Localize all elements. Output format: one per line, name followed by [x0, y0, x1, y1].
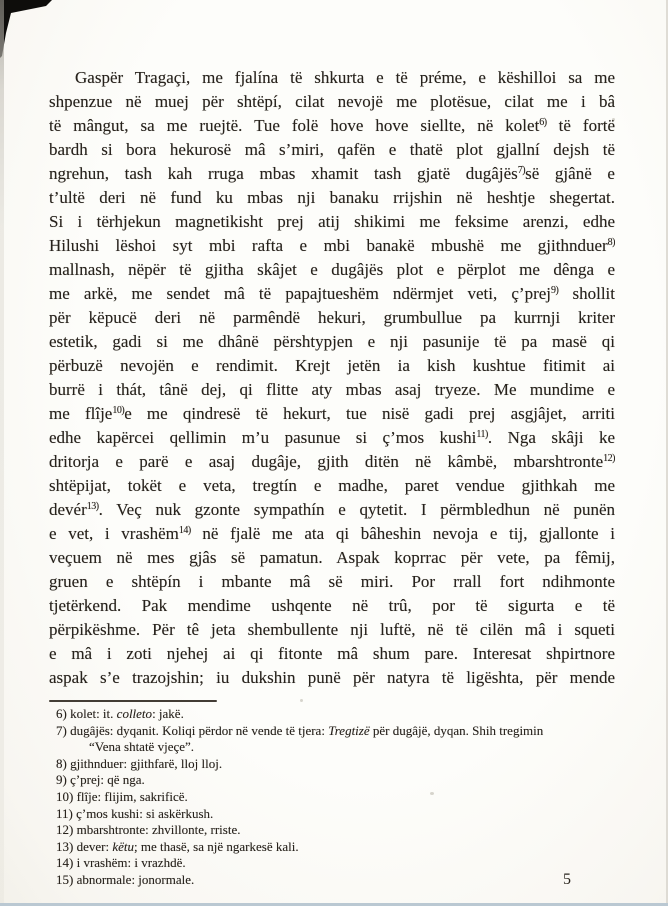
- body-text-line: Si i tërhjekun magnetikisht prej atij shikimi me feksime arenzi, edhe: [49, 212, 615, 231]
- body-text-line: me flîje$^{10)}$e me qindresë të hekurt, tue nisë gadi prej asgjâjet, arriti: [49, 404, 615, 423]
- footnote-line: 7) dugâjës: dyqanit. Koliqi përdor në vende të tjera: Tregtizë për dugâjë, dyqan. Shih tregimin: [56, 722, 544, 738]
- body-text-line: e vet, i vrashëm$^{14)}$ në fjalë me ata qi bâheshin nevoja e tij, gjallonte i: [49, 524, 615, 543]
- body-text-line: veçuem në mes gjâs së pamatun. Aspak koprrac për vete, pa fêmij,: [49, 548, 615, 567]
- footnote-line: 13) dever: këtu; me thasë, sa një ngarkesë kali.: [56, 838, 299, 854]
- body-text-line: të mângut, sa me ruejtë. Tue folë hove hove siellte, në kolet$^{6)}$ të fortë: [49, 116, 615, 135]
- footnote-line: “Vena shtatë vjeçe”.: [89, 739, 195, 755]
- body-text-line: Gaspër Tragaçi, me fjalína të shkurta e të préme, e këshilloi sa me: [75, 68, 615, 87]
- footnote-separator: [49, 700, 217, 702]
- body-text-line: përbuzë nevojën e rendimit. Krejt jetën ia kish kushtue fitimit ai: [49, 356, 615, 375]
- scan-corner-artifact: [0, 0, 56, 60]
- body-text-line: burrë i thát, tânë dej, qi flitte aty mbas asaj tryeze. Me mundime e: [49, 380, 615, 399]
- body-text: [49, 66, 615, 690]
- footnote-line: 12) mbarshtronte: zhvillonte, rriste.: [56, 822, 241, 838]
- footnotes: [56, 706, 644, 889]
- body-text-line: ngrehun, tash kah rruga mbas xhamit tash gjatë dugâjës$^{7)}$së gjânë e: [49, 164, 615, 183]
- body-text-line: mallnash, nëpër të gjitha skâjet e dugâjës plot e përplot me dênga e: [49, 260, 615, 279]
- body-text-line: tjetërkend. Pak mendime ushqente në trû, por të sigurta e të: [49, 596, 615, 615]
- body-text-line: devér$^{13)}$. Veç nuk gzonte sympathín e qytetit. I përmbledhun në punën: [49, 500, 615, 519]
- footnote-line: 9) ç’prej: që nga.: [56, 772, 145, 788]
- body-text-line: shpenzue në muej për shtëpí, cilat nevojë me plotësue, cilat me i bâ: [49, 92, 615, 111]
- footnote-line: 11) ç’mos kushi: si askërkush.: [56, 805, 214, 821]
- footnote-line: 14) i vrashëm: i vrazhdë.: [56, 855, 186, 871]
- scan-left-edge: [0, 0, 4, 906]
- body-text-line: gruen e shtëpín i mbante mâ së miri. Por rrall fort ndihmonte: [49, 572, 615, 591]
- body-text-line: edhe kapërcei qellimin m’u pasunue si ç’mos kushi$^{11)}$. Nga skâji ke: [49, 428, 615, 447]
- body-text-line: dritorja e parë e asaj dugâje, gjith ditën në kâmbë, mbarshtronte$^{12)}$: [49, 452, 615, 471]
- body-text-line: e mâ i zoti njehej ai qi fitonte mâ shum pare. Interesat shpirtnore: [49, 644, 615, 663]
- body-text-line: me arkë, me sendet mâ të papajtueshëm ndërmjet veti, ç’prej$^{9)}$ shollit: [49, 284, 615, 303]
- body-text-line: estetik, gadi si me dhânë përshtypjen e nji pasunije të pa masë qi: [49, 332, 615, 351]
- body-text-line: për këpucë deri në parmêndë hekuri, grumbullue pa kurrnji kriter: [49, 308, 615, 327]
- page-number: 5: [563, 871, 571, 888]
- body-text-line: përpikëshme. Për tê jeta shembullente nji luftë, në të cilën mâ i squeti: [49, 620, 615, 639]
- footnote-line: 10) flîje: flijim, sakrificë.: [56, 788, 188, 804]
- footnote-line: 15) abnormale: jonormale.: [56, 871, 195, 887]
- body-text-line: shtëpijat, tokët e veta, tregtín e madhe, paret vendue gjithkah me: [49, 476, 615, 495]
- footnote-line: 6) kolet: it. colleto: jakë.: [56, 706, 184, 721]
- body-text-line: aspak s’e trazojshin; iu dukshin punë për natyra të ligështa, për mende: [49, 668, 615, 687]
- scan-speck: [300, 699, 303, 702]
- body-text-line: t’ultë deri në fund ku mbas nji banaku rrijshin në heshtje shegertat.: [49, 188, 615, 207]
- footnote-line: 8) gjithnduer: gjithfarë, lloj lloj.: [56, 755, 223, 771]
- body-text-line: bardh si bora hekurosë mâ s’miri, qafën e thatë plot gjallní dejsh të: [49, 140, 615, 159]
- body-text-line: Hilushi lëshoi syt mbi rafta e mbi banakë mbushë me gjithnduer$^{8)}$: [49, 236, 615, 255]
